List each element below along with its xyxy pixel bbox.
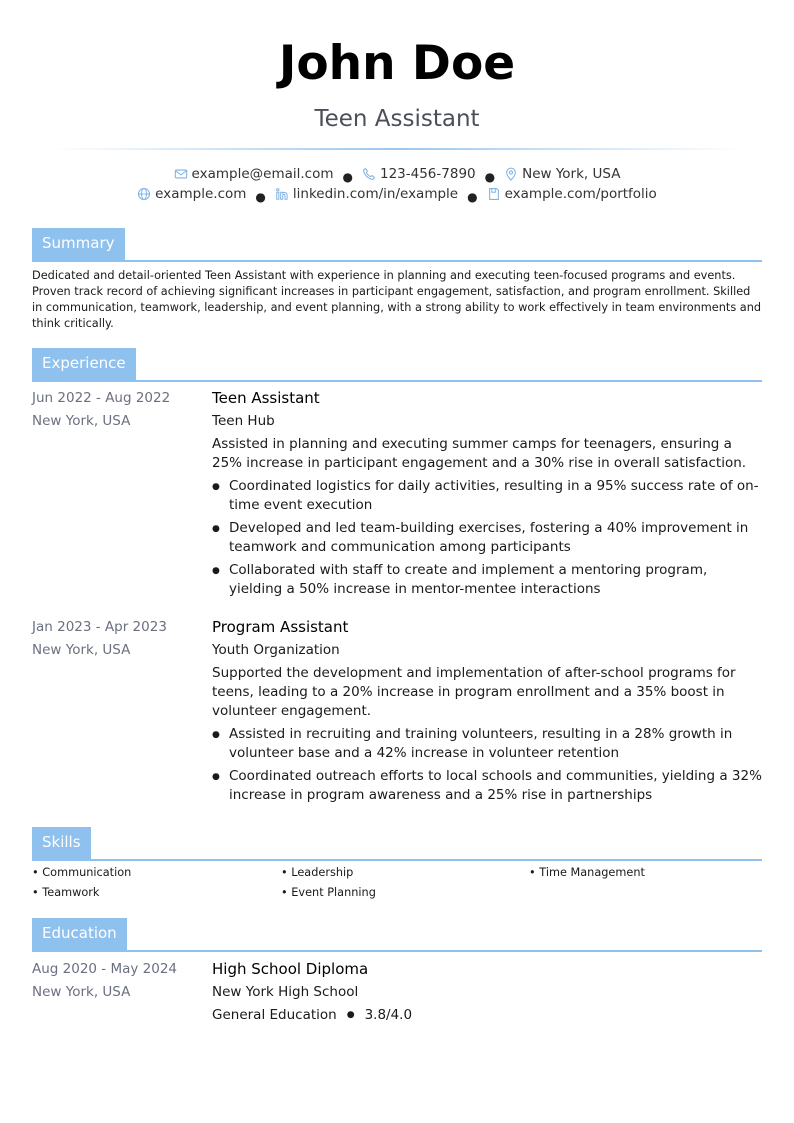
entry-bullets xyxy=(212,477,762,599)
skill-item: • Leadership xyxy=(281,866,353,879)
contact-email[interactable] xyxy=(174,166,334,182)
entry-dates: Jan 2023 - Apr 2023 xyxy=(32,619,167,635)
education-details xyxy=(212,1006,762,1025)
entry-role: Program Assistant xyxy=(212,618,349,636)
education-gpa: 3.8/4.0 xyxy=(364,1007,413,1023)
website-link[interactable]: example.com xyxy=(155,186,247,202)
entry-body xyxy=(212,616,762,809)
contact-website[interactable] xyxy=(137,186,246,202)
contact-row-1 xyxy=(0,166,794,185)
entry-location: New York, USA xyxy=(32,984,131,1000)
job-title: Teen Assistant xyxy=(314,106,480,132)
list-item: ● Developed and led team-building exercises, fostering a 40% improvement in teamwork and communication among participants xyxy=(212,519,762,557)
contact-row-2 xyxy=(0,186,794,205)
skill-item: • Teamwork xyxy=(32,886,99,899)
portfolio-icon xyxy=(487,187,501,201)
section-title-skills: Skills xyxy=(32,827,91,859)
skill-item: • Event Planning xyxy=(281,886,376,899)
summary-section-header xyxy=(32,228,762,262)
separator-dot: ● xyxy=(346,1010,355,1020)
header-divider xyxy=(50,148,744,150)
list-item: ● Coordinated outreach efforts to local schools and communities, yielding a 32% increase in program awareness and a 25% rise in partnerships xyxy=(212,767,762,805)
skill-item: • Time Management xyxy=(529,866,645,879)
portfolio-link[interactable]: example.com/portfolio xyxy=(504,186,657,202)
summary-text: Dedicated and detail-oriented Teen Assistant with experience in planning and executing teen-focused programs and events. Proven track record of achieving significant increases in participant engagement, satisfaction, and program enrollment. Skilled in communication, teamwork, leadership, and event planning, with a strong ability to work effectively in team environments and think critically. xyxy=(32,269,762,330)
education-field: General Education xyxy=(212,1007,337,1023)
contact-location xyxy=(504,166,620,182)
phone-icon xyxy=(362,167,376,181)
section-title-education: Education xyxy=(32,918,127,950)
separator-dot: ● xyxy=(484,170,496,184)
entry-meta xyxy=(32,616,202,662)
entry-description: Supported the development and implementation of after-school programs for teens, leading to a 20% increase in program enrollment and a 35% boost in volunteer engagement. xyxy=(212,665,736,719)
entry-location: New York, USA xyxy=(32,413,131,429)
list-item: ● Coordinated logistics for daily activities, resulting in a 95% success rate of on-time event execution xyxy=(212,477,762,515)
separator-dot: ● xyxy=(255,190,266,204)
entry-description: Assisted in planning and executing summer camps for teenagers, ensuring a 25% increase in participant engagement and a 30% rise in overall satisfaction. xyxy=(212,436,747,471)
email-text[interactable]: example@email.com xyxy=(191,166,334,182)
phone-text: 123-456-7890 xyxy=(379,166,476,182)
list-item: ● Assisted in recruiting and training volunteers, resulting in a 28% growth in volunteer base and a 42% increase in volunteer retention xyxy=(212,725,762,763)
entry-organization: Teen Hub xyxy=(212,413,275,429)
contact-linkedin[interactable] xyxy=(275,186,458,202)
skill-item: • Communication xyxy=(32,866,131,879)
education-degree: High School Diploma xyxy=(212,960,369,978)
candidate-name: John Doe xyxy=(278,36,516,91)
entry-body xyxy=(212,958,762,1025)
contact-phone[interactable] xyxy=(362,166,476,182)
globe-icon xyxy=(137,187,151,201)
contact-portfolio[interactable] xyxy=(487,186,657,202)
separator-dot: ● xyxy=(342,170,353,184)
entry-meta xyxy=(32,958,202,1004)
education-section-header xyxy=(32,918,762,952)
entry-meta xyxy=(32,387,202,433)
separator-dot: ● xyxy=(467,190,478,204)
location-pin-icon xyxy=(504,167,518,181)
linkedin-icon xyxy=(275,187,289,201)
mail-icon xyxy=(174,167,188,181)
section-title-experience: Experience xyxy=(32,348,136,380)
location-text: New York, USA xyxy=(522,166,621,182)
entry-role: Teen Assistant xyxy=(212,389,320,407)
skills-section-header xyxy=(32,827,762,861)
entry-body xyxy=(212,387,762,603)
entry-dates: Jun 2022 - Aug 2022 xyxy=(32,390,171,406)
linkedin-link[interactable]: linkedin.com/in/example xyxy=(292,186,459,202)
list-item: ● Collaborated with staff to create and implement a mentoring program, yielding a 50% increase in mentor-mentee interactions xyxy=(212,561,762,599)
entry-bullets xyxy=(212,725,762,805)
experience-section-header xyxy=(32,348,762,382)
entry-location: New York, USA xyxy=(32,642,131,658)
entry-dates: Aug 2020 - May 2024 xyxy=(32,961,178,977)
education-school: New York High School xyxy=(212,984,359,1000)
entry-organization: Youth Organization xyxy=(212,642,340,658)
section-title-summary: Summary xyxy=(32,228,125,260)
